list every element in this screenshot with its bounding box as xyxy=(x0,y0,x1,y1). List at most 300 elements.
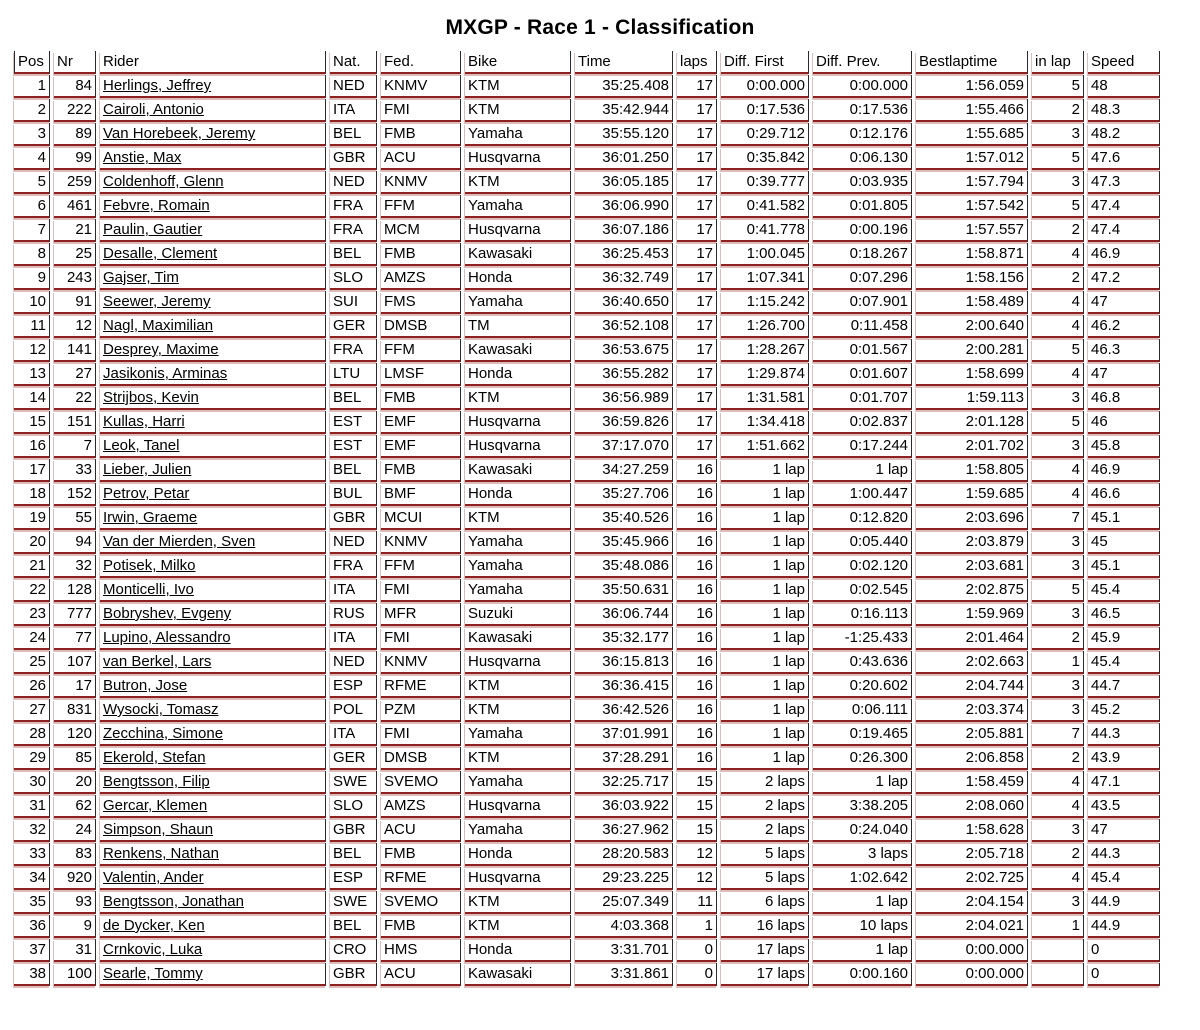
cell-bestlaptime: 2:02.725 xyxy=(916,867,1028,890)
cell-diff_first: 1:26.700 xyxy=(721,315,809,338)
cell-time: 36:05.185 xyxy=(575,171,673,194)
cell-diff_prev: 0:01.805 xyxy=(813,195,912,218)
cell-bike: KTM xyxy=(465,915,571,938)
cell-in_lap: 7 xyxy=(1032,723,1084,746)
cell-in_lap: 4 xyxy=(1032,771,1084,794)
cell-time: 37:28.291 xyxy=(575,747,673,770)
table-row xyxy=(14,771,1160,794)
cell-bestlaptime: 2:01.128 xyxy=(916,411,1028,434)
cell-time: 29:23.225 xyxy=(575,867,673,890)
cell-diff_first: 1 lap xyxy=(721,651,809,674)
rider-name-link[interactable]: Bengtsson, Jonathan xyxy=(103,893,244,910)
cell-time: 35:50.631 xyxy=(575,579,673,602)
cell-fed: FFM xyxy=(381,555,461,578)
cell-fed: FMB xyxy=(381,387,461,410)
cell-bestlaptime: 1:57.794 xyxy=(916,171,1028,194)
cell-nr: 55 xyxy=(54,507,96,530)
cell-speed: 43.9 xyxy=(1088,747,1160,770)
cell-nr: 777 xyxy=(54,603,96,626)
cell-nat: NED xyxy=(330,171,377,194)
cell-rider xyxy=(100,99,326,122)
cell-rider xyxy=(100,675,326,698)
cell-pos: 31 xyxy=(14,795,50,818)
rider-name-link[interactable]: Desalle, Clement xyxy=(103,245,218,262)
rider-name-link[interactable]: Zecchina, Simone xyxy=(103,725,224,742)
cell-nat: BEL xyxy=(330,915,377,938)
cell-diff_prev: 10 laps xyxy=(813,915,912,938)
cell-diff_prev: 0:06.130 xyxy=(813,147,912,170)
cell-diff_prev: 1:00.447 xyxy=(813,483,912,506)
cell-bike: Yamaha xyxy=(465,531,571,554)
cell-bike: Honda xyxy=(465,483,571,506)
cell-nat: SWE xyxy=(330,771,377,794)
cell-speed: 48.2 xyxy=(1088,123,1160,146)
rider-name-link[interactable]: Strijbos, Kevin xyxy=(103,389,199,406)
cell-bestlaptime: 1:58.459 xyxy=(916,771,1028,794)
cell-time: 36:27.962 xyxy=(575,819,673,842)
cell-diff_first: 1:29.874 xyxy=(721,363,809,386)
cell-nr: 128 xyxy=(54,579,96,602)
rider-name-link[interactable]: de Dycker, Ken xyxy=(103,917,205,934)
cell-bike: KTM xyxy=(465,699,571,722)
cell-speed: 46.9 xyxy=(1088,243,1160,266)
table-row xyxy=(14,579,1160,602)
cell-in_lap: 3 xyxy=(1032,123,1084,146)
cell-fed: KNMV xyxy=(381,651,461,674)
cell-rider xyxy=(100,723,326,746)
cell-nr: 17 xyxy=(54,675,96,698)
cell-laps: 11 xyxy=(677,891,717,914)
cell-laps: 15 xyxy=(677,771,717,794)
cell-diff_prev: 0:03.935 xyxy=(813,171,912,194)
cell-laps: 17 xyxy=(677,291,717,314)
table-row xyxy=(14,123,1160,146)
cell-bestlaptime: 1:57.012 xyxy=(916,147,1028,170)
cell-bike: Honda xyxy=(465,843,571,866)
cell-bestlaptime: 1:59.113 xyxy=(916,387,1028,410)
table-row xyxy=(14,939,1160,962)
cell-diff_first: 1 lap xyxy=(721,507,809,530)
cell-diff_prev: 0:01.567 xyxy=(813,339,912,362)
cell-diff_first: 17 laps xyxy=(721,939,809,962)
cell-laps: 16 xyxy=(677,531,717,554)
cell-laps: 16 xyxy=(677,723,717,746)
cell-rider xyxy=(100,339,326,362)
table-row xyxy=(14,435,1160,458)
cell-nr: 100 xyxy=(54,963,96,986)
cell-diff_prev: 1:02.642 xyxy=(813,867,912,890)
rider-name-link[interactable]: Bengtsson, Filip xyxy=(103,773,210,790)
cell-time: 37:01.991 xyxy=(575,723,673,746)
cell-in_lap: 5 xyxy=(1032,75,1084,98)
cell-time: 36:40.650 xyxy=(575,291,673,314)
cell-bestlaptime: 1:59.969 xyxy=(916,603,1028,626)
cell-nr: 461 xyxy=(54,195,96,218)
cell-time: 35:32.177 xyxy=(575,627,673,650)
cell-nat: FRA xyxy=(330,555,377,578)
cell-fed: MFR xyxy=(381,603,461,626)
cell-rider xyxy=(100,795,326,818)
table-row xyxy=(14,387,1160,410)
cell-laps: 16 xyxy=(677,507,717,530)
cell-diff_first: 17 laps xyxy=(721,963,809,986)
cell-pos: 24 xyxy=(14,627,50,650)
table-row xyxy=(14,243,1160,266)
cell-diff_prev: 1 lap xyxy=(813,459,912,482)
cell-rider xyxy=(100,507,326,530)
cell-pos: 7 xyxy=(14,219,50,242)
cell-bestlaptime: 1:57.557 xyxy=(916,219,1028,242)
cell-speed: 45.4 xyxy=(1088,651,1160,674)
cell-diff_first: 16 laps xyxy=(721,915,809,938)
rider-name-link[interactable]: Renkens, Nathan xyxy=(103,845,219,862)
cell-time: 36:06.990 xyxy=(575,195,673,218)
cell-time: 35:25.408 xyxy=(575,75,673,98)
cell-diff_prev: 1 lap xyxy=(813,771,912,794)
cell-nr: 25 xyxy=(54,243,96,266)
cell-speed: 45.4 xyxy=(1088,867,1160,890)
cell-fed: FMB xyxy=(381,843,461,866)
cell-laps: 17 xyxy=(677,315,717,338)
cell-nr: 77 xyxy=(54,627,96,650)
cell-rider xyxy=(100,483,326,506)
cell-speed: 45.1 xyxy=(1088,507,1160,530)
rider-name-link[interactable]: Jasikonis, Arminas xyxy=(103,365,228,382)
cell-pos: 23 xyxy=(14,603,50,626)
cell-bike: Kawasaki xyxy=(465,459,571,482)
cell-bike: Husqvarna xyxy=(465,219,571,242)
cell-nr: 243 xyxy=(54,267,96,290)
cell-diff_first: 0:00.000 xyxy=(721,75,809,98)
table-row xyxy=(14,267,1160,290)
cell-diff_prev: 0:17.536 xyxy=(813,99,912,122)
rider-name-link[interactable]: Valentin, Ander xyxy=(103,869,204,886)
cell-bike: Husqvarna xyxy=(465,411,571,434)
cell-fed: FMI xyxy=(381,579,461,602)
cell-fed: ACU xyxy=(381,147,461,170)
cell-laps: 0 xyxy=(677,963,717,986)
cell-diff_first: 1 lap xyxy=(721,627,809,650)
cell-nat: ESP xyxy=(330,675,377,698)
table-row xyxy=(14,843,1160,866)
cell-speed: 46.9 xyxy=(1088,459,1160,482)
cell-speed: 44.3 xyxy=(1088,723,1160,746)
table-header-row xyxy=(14,51,1160,74)
rider-name-link[interactable]: Febvre, Romain xyxy=(103,197,210,214)
cell-bestlaptime: 1:58.628 xyxy=(916,819,1028,842)
cell-bestlaptime: 2:03.696 xyxy=(916,507,1028,530)
cell-diff_first: 1:31.581 xyxy=(721,387,809,410)
cell-rider xyxy=(100,123,326,146)
cell-fed: PZM xyxy=(381,699,461,722)
cell-time: 36:56.989 xyxy=(575,387,673,410)
cell-rider xyxy=(100,651,326,674)
cell-nr: 85 xyxy=(54,747,96,770)
cell-speed: 0 xyxy=(1088,963,1160,986)
cell-pos: 9 xyxy=(14,267,50,290)
cell-pos: 21 xyxy=(14,555,50,578)
table-row xyxy=(14,627,1160,650)
cell-bike: Yamaha xyxy=(465,579,571,602)
cell-speed: 47 xyxy=(1088,291,1160,314)
table-row xyxy=(14,219,1160,242)
cell-laps: 15 xyxy=(677,795,717,818)
cell-diff_first: 2 laps xyxy=(721,795,809,818)
cell-nr: 259 xyxy=(54,171,96,194)
column-header-bike: Bike xyxy=(465,51,571,74)
column-header-speed: Speed xyxy=(1088,51,1160,74)
cell-in_lap: 2 xyxy=(1032,843,1084,866)
column-header-bestlaptime: Bestlaptime xyxy=(916,51,1028,74)
cell-time: 36:01.250 xyxy=(575,147,673,170)
rider-name-link[interactable]: Cairoli, Antonio xyxy=(103,101,204,118)
cell-speed: 46.8 xyxy=(1088,387,1160,410)
column-header-diff_prev: Diff. Prev. xyxy=(813,51,912,74)
cell-fed: RFME xyxy=(381,675,461,698)
cell-time: 36:53.675 xyxy=(575,339,673,362)
cell-nat: ITA xyxy=(330,579,377,602)
cell-fed: FFM xyxy=(381,339,461,362)
cell-nat: POL xyxy=(330,699,377,722)
rider-name-link[interactable]: Monticelli, Ivo xyxy=(103,581,194,598)
cell-diff_prev: 0:00.160 xyxy=(813,963,912,986)
page-title: MXGP - Race 1 - Classification xyxy=(445,16,755,39)
cell-bike: Yamaha xyxy=(465,723,571,746)
cell-nat: NED xyxy=(330,531,377,554)
cell-speed: 44.7 xyxy=(1088,675,1160,698)
cell-fed: SVEMO xyxy=(381,891,461,914)
cell-diff_first: 0:39.777 xyxy=(721,171,809,194)
cell-laps: 17 xyxy=(677,147,717,170)
cell-diff_first: 1 lap xyxy=(721,699,809,722)
cell-diff_prev: -1:25.433 xyxy=(813,627,912,650)
cell-diff_prev: 1 lap xyxy=(813,891,912,914)
cell-pos: 27 xyxy=(14,699,50,722)
cell-nat: FRA xyxy=(330,219,377,242)
rider-name-link[interactable]: Anstie, Max xyxy=(103,149,182,166)
cell-in_lap xyxy=(1032,963,1084,986)
cell-nr: 9 xyxy=(54,915,96,938)
cell-rider xyxy=(100,939,326,962)
cell-nr: 21 xyxy=(54,219,96,242)
column-header-nat: Nat. xyxy=(330,51,377,74)
cell-speed: 46.2 xyxy=(1088,315,1160,338)
rider-name-link[interactable]: Van der Mierden, Sven xyxy=(103,533,256,550)
cell-rider xyxy=(100,459,326,482)
cell-rider xyxy=(100,555,326,578)
cell-rider xyxy=(100,627,326,650)
rider-name-link[interactable]: Nagl, Maximilian xyxy=(103,317,214,334)
cell-nr: 22 xyxy=(54,387,96,410)
cell-time: 36:03.922 xyxy=(575,795,673,818)
rider-name-link[interactable]: van Berkel, Lars xyxy=(103,653,212,670)
cell-time: 36:59.826 xyxy=(575,411,673,434)
rider-name-link[interactable]: Petrov, Petar xyxy=(103,485,190,502)
rider-name-link[interactable]: Wysocki, Tomasz xyxy=(103,701,219,718)
cell-fed: AMZS xyxy=(381,795,461,818)
cell-speed: 44.9 xyxy=(1088,891,1160,914)
cell-diff_prev: 0:05.440 xyxy=(813,531,912,554)
cell-in_lap xyxy=(1032,939,1084,962)
cell-bike: Husqvarna xyxy=(465,651,571,674)
rider-name-link[interactable]: Bobryshev, Evgeny xyxy=(103,605,232,622)
table-row xyxy=(14,411,1160,434)
cell-nat: FRA xyxy=(330,195,377,218)
cell-bike: Husqvarna xyxy=(465,867,571,890)
cell-fed: KNMV xyxy=(381,75,461,98)
cell-pos: 34 xyxy=(14,867,50,890)
cell-diff_prev: 0:00.000 xyxy=(813,75,912,98)
rider-name-link[interactable]: Gercar, Klemen xyxy=(103,797,208,814)
rider-name-link[interactable]: Kullas, Harri xyxy=(103,413,185,430)
rider-name-link[interactable]: Lupino, Alessandro xyxy=(103,629,231,646)
cell-bestlaptime: 2:08.060 xyxy=(916,795,1028,818)
rider-name-link[interactable]: Crnkovic, Luka xyxy=(103,941,203,958)
cell-time: 4:03.368 xyxy=(575,915,673,938)
cell-bike: KTM xyxy=(465,387,571,410)
rider-name-link[interactable]: Desprey, Maxime xyxy=(103,341,219,358)
cell-nr: 99 xyxy=(54,147,96,170)
rider-name-link[interactable]: Van Horebeek, Jeremy xyxy=(103,125,256,142)
rider-name-link[interactable]: Seewer, Jeremy xyxy=(103,293,211,310)
cell-in_lap: 4 xyxy=(1032,795,1084,818)
cell-rider xyxy=(100,315,326,338)
rider-name-link[interactable]: Butron, Jose xyxy=(103,677,188,694)
cell-bike: Honda xyxy=(465,267,571,290)
table-row xyxy=(14,75,1160,98)
cell-nat: RUS xyxy=(330,603,377,626)
cell-bestlaptime: 2:02.663 xyxy=(916,651,1028,674)
cell-nr: 7 xyxy=(54,435,96,458)
cell-pos: 29 xyxy=(14,747,50,770)
cell-nr: 31 xyxy=(54,939,96,962)
cell-laps: 17 xyxy=(677,171,717,194)
rider-name-link[interactable]: Lieber, Julien xyxy=(103,461,192,478)
rider-name-link[interactable]: Leok, Tanel xyxy=(103,437,180,454)
cell-fed: EMF xyxy=(381,411,461,434)
cell-speed: 44.3 xyxy=(1088,843,1160,866)
cell-bestlaptime: 1:58.156 xyxy=(916,267,1028,290)
cell-nat: BEL xyxy=(330,387,377,410)
cell-bestlaptime: 2:04.021 xyxy=(916,915,1028,938)
cell-bike: KTM xyxy=(465,675,571,698)
cell-laps: 15 xyxy=(677,819,717,842)
cell-bestlaptime: 1:58.699 xyxy=(916,363,1028,386)
cell-bike: Kawasaki xyxy=(465,339,571,362)
table-row xyxy=(14,507,1160,530)
cell-bestlaptime: 1:58.805 xyxy=(916,459,1028,482)
rider-name-link[interactable]: Potisek, Milko xyxy=(103,557,196,574)
rider-name-link[interactable]: Irwin, Graeme xyxy=(103,509,198,526)
cell-nr: 20 xyxy=(54,771,96,794)
cell-speed: 47.6 xyxy=(1088,147,1160,170)
table-row xyxy=(14,675,1160,698)
cell-nat: GBR xyxy=(330,819,377,842)
cell-bestlaptime: 1:58.489 xyxy=(916,291,1028,314)
cell-rider xyxy=(100,843,326,866)
cell-speed: 47.4 xyxy=(1088,219,1160,242)
cell-speed: 46 xyxy=(1088,411,1160,434)
cell-speed: 48.3 xyxy=(1088,99,1160,122)
cell-speed: 48 xyxy=(1088,75,1160,98)
cell-speed: 46.6 xyxy=(1088,483,1160,506)
cell-diff_prev: 0:20.602 xyxy=(813,675,912,698)
rider-name-link[interactable]: Simpson, Shaun xyxy=(103,821,214,838)
cell-diff_prev: 0:01.707 xyxy=(813,387,912,410)
cell-bestlaptime: 0:00.000 xyxy=(916,939,1028,962)
cell-bestlaptime: 2:02.875 xyxy=(916,579,1028,602)
cell-speed: 46.5 xyxy=(1088,603,1160,626)
cell-pos: 13 xyxy=(14,363,50,386)
cell-diff_prev: 0:07.901 xyxy=(813,291,912,314)
cell-bestlaptime: 1:58.871 xyxy=(916,243,1028,266)
cell-laps: 17 xyxy=(677,339,717,362)
cell-laps: 17 xyxy=(677,219,717,242)
rider-name-link[interactable]: Coldenhoff, Glenn xyxy=(103,173,224,190)
cell-laps: 1 xyxy=(677,915,717,938)
cell-speed: 46.3 xyxy=(1088,339,1160,362)
table-row xyxy=(14,891,1160,914)
rider-name-link[interactable]: Gajser, Tim xyxy=(103,269,179,286)
table-row xyxy=(14,459,1160,482)
cell-pos: 32 xyxy=(14,819,50,842)
cell-time: 36:42.526 xyxy=(575,699,673,722)
column-header-fed: Fed. xyxy=(381,51,461,74)
cell-nr: 222 xyxy=(54,99,96,122)
cell-fed: FMB xyxy=(381,459,461,482)
cell-bike: Yamaha xyxy=(465,819,571,842)
cell-speed: 45.9 xyxy=(1088,627,1160,650)
column-header-in_lap: in lap xyxy=(1032,51,1084,74)
cell-bike: KTM xyxy=(465,747,571,770)
cell-time: 28:20.583 xyxy=(575,843,673,866)
cell-diff_first: 1 lap xyxy=(721,483,809,506)
table-row xyxy=(14,915,1160,938)
table-row xyxy=(14,603,1160,626)
cell-bestlaptime: 2:04.744 xyxy=(916,675,1028,698)
cell-diff_first: 0:41.778 xyxy=(721,219,809,242)
cell-bike: Yamaha xyxy=(465,555,571,578)
cell-nr: 33 xyxy=(54,459,96,482)
rider-name-link[interactable]: Paulin, Gautier xyxy=(103,221,203,238)
cell-pos: 2 xyxy=(14,99,50,122)
column-header-pos: Pos xyxy=(14,51,50,74)
cell-rider xyxy=(100,243,326,266)
cell-nr: 24 xyxy=(54,819,96,842)
cell-nat: ESP xyxy=(330,867,377,890)
cell-in_lap: 2 xyxy=(1032,99,1084,122)
cell-in_lap: 3 xyxy=(1032,171,1084,194)
cell-in_lap: 4 xyxy=(1032,243,1084,266)
cell-rider xyxy=(100,147,326,170)
cell-rider xyxy=(100,531,326,554)
cell-fed: ACU xyxy=(381,819,461,842)
cell-diff_prev: 0:12.176 xyxy=(813,123,912,146)
cell-in_lap: 3 xyxy=(1032,819,1084,842)
cell-pos: 3 xyxy=(14,123,50,146)
cell-laps: 16 xyxy=(677,603,717,626)
rider-name-link[interactable]: Herlings, Jeffrey xyxy=(103,77,212,94)
rider-name-link[interactable]: Searle, Tommy xyxy=(103,965,203,982)
cell-diff_first: 5 laps xyxy=(721,867,809,890)
cell-nr: 91 xyxy=(54,291,96,314)
cell-bestlaptime: 1:55.466 xyxy=(916,99,1028,122)
cell-bike: Husqvarna xyxy=(465,147,571,170)
cell-diff_first: 6 laps xyxy=(721,891,809,914)
cell-rider xyxy=(100,291,326,314)
rider-name-link[interactable]: Ekerold, Stefan xyxy=(103,749,206,766)
cell-rider xyxy=(100,963,326,986)
